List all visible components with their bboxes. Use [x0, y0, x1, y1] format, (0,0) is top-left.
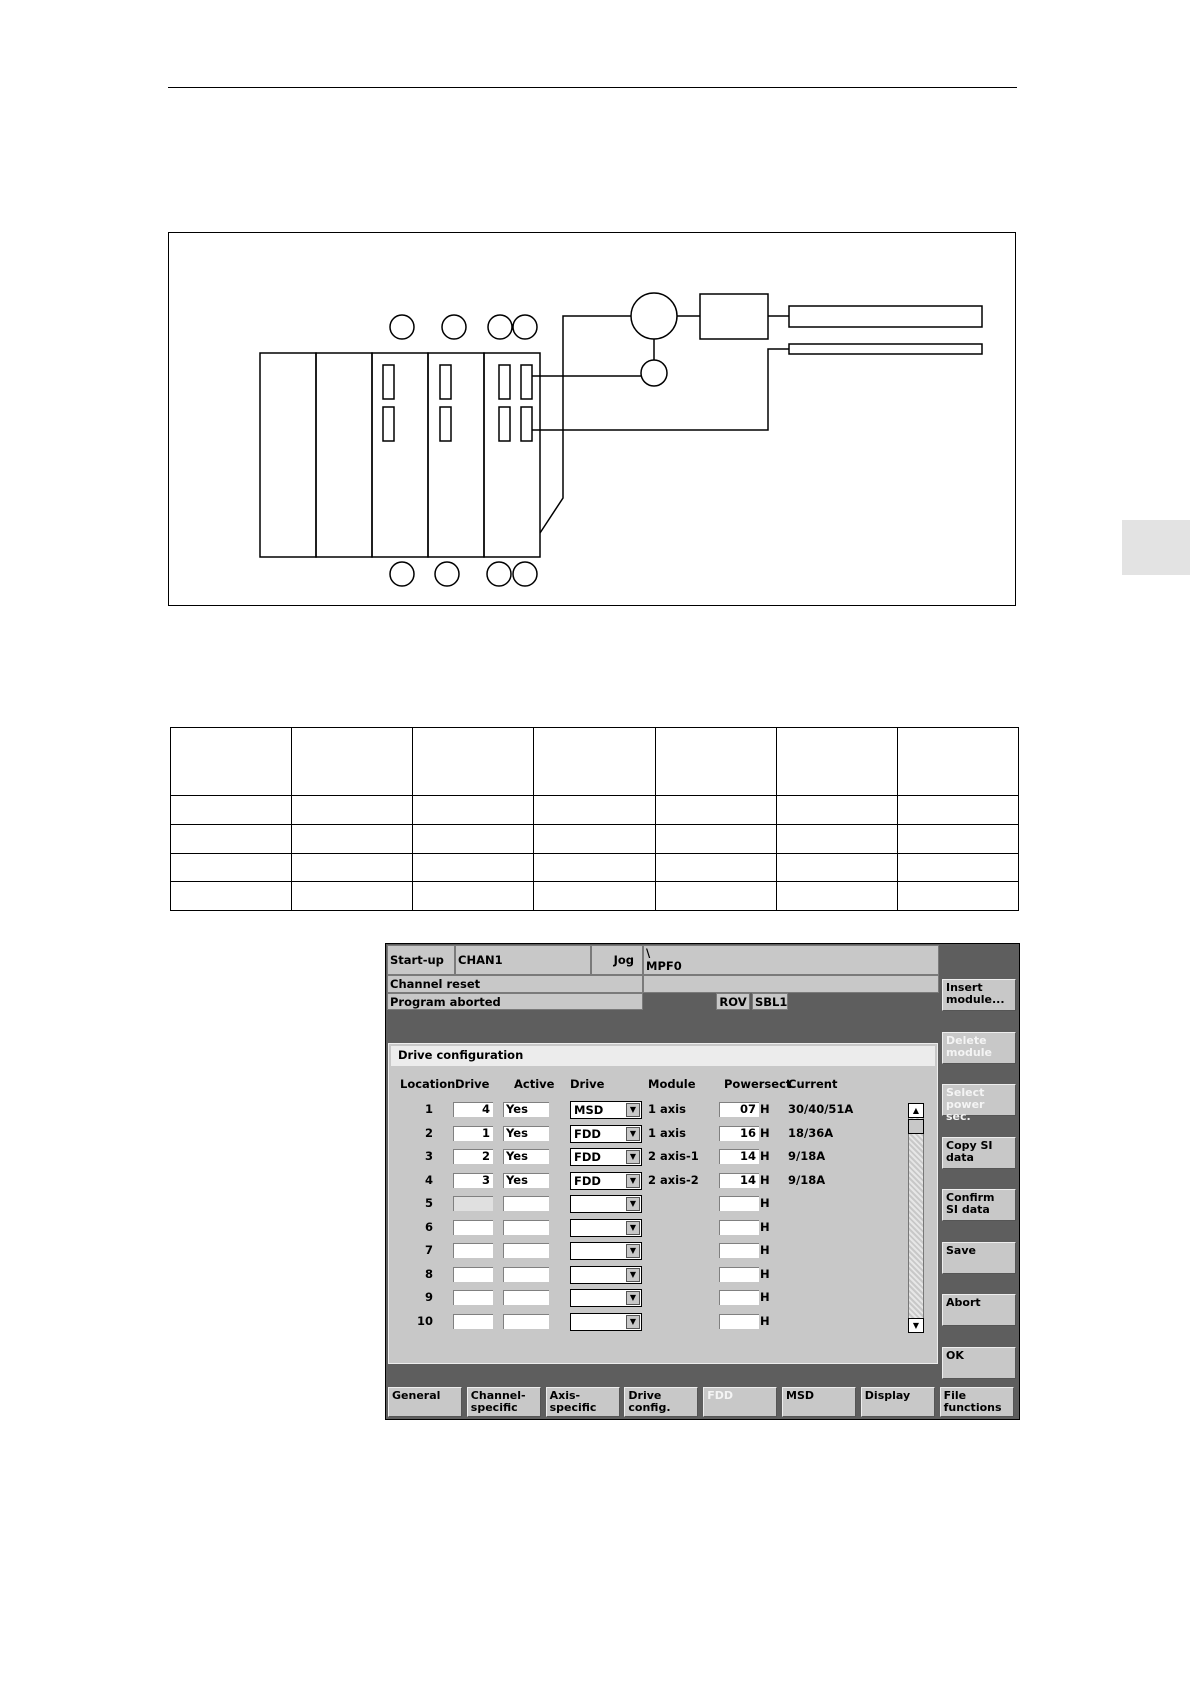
table-row	[171, 796, 1019, 825]
chevron-down-icon[interactable]: ▼	[626, 1174, 640, 1188]
hex-suffix: H	[760, 1172, 770, 1187]
program-path-field	[643, 945, 939, 975]
slot-5b-top	[521, 365, 532, 399]
powersect-input[interactable]	[719, 1220, 759, 1235]
callout-circle	[442, 315, 466, 339]
chapter-tab-marker	[1122, 520, 1190, 575]
drive-number-input[interactable]	[453, 1196, 493, 1211]
program-path-line1: \	[646, 946, 651, 960]
row-location: 4	[424, 1172, 433, 1187]
slot-3-bottom	[383, 407, 394, 441]
row-location: 2	[424, 1125, 433, 1140]
callout-circle	[390, 562, 414, 586]
active-input[interactable]	[503, 1314, 549, 1329]
chevron-down-icon[interactable]: ▼	[626, 1268, 640, 1282]
hmi-screen	[385, 943, 1020, 1420]
active-input[interactable]	[503, 1196, 549, 1211]
col-drive-type: Drive	[570, 1077, 605, 1091]
panel-title: Drive configuration	[391, 1046, 935, 1066]
softkey-horizontal-3[interactable]: Axis- specific	[546, 1387, 620, 1417]
module-value: 1 axis	[648, 1102, 686, 1116]
drive-type-value: FDD	[574, 1150, 601, 1164]
slot-3-top	[383, 365, 394, 399]
drive-number-input[interactable]: 2	[453, 1149, 493, 1164]
col-powersect: Powersect	[724, 1077, 792, 1091]
softkey-vertical-8[interactable]: OK	[942, 1347, 1016, 1379]
softkey-horizontal-2[interactable]: Channel- specific	[467, 1387, 541, 1417]
softkey-horizontal-6[interactable]: MSD	[782, 1387, 856, 1417]
softkey-vertical-4[interactable]: Copy SI data	[942, 1137, 1016, 1169]
slot-4-top	[440, 365, 451, 399]
active-input[interactable]	[503, 1220, 549, 1235]
powersect-input[interactable]: 16	[719, 1126, 759, 1141]
active-input[interactable]	[503, 1243, 549, 1258]
row-location: 1	[424, 1102, 433, 1116]
active-input[interactable]: Yes	[503, 1126, 549, 1141]
softkey-vertical-6[interactable]: Save	[942, 1242, 1016, 1274]
hex-suffix: H	[760, 1266, 770, 1281]
drive-number-input[interactable]	[453, 1314, 493, 1329]
drive-number-input[interactable]	[453, 1243, 493, 1258]
powersect-input[interactable]: 14	[719, 1149, 759, 1164]
powersect-input[interactable]	[719, 1314, 759, 1329]
status-channel-reset: Channel reset	[387, 975, 643, 993]
slot-5b-bottom	[521, 407, 532, 441]
row-location: 7	[424, 1243, 433, 1257]
active-input[interactable]: Yes	[503, 1149, 549, 1164]
module-3	[372, 353, 428, 557]
status-blank	[643, 975, 939, 993]
chevron-down-icon[interactable]: ▼	[626, 1291, 640, 1305]
powersect-input[interactable]: 07	[719, 1102, 759, 1117]
wiring-diagram-svg	[169, 233, 1017, 607]
row-location: 3	[424, 1149, 433, 1163]
scroll-down-icon[interactable]: ▼	[908, 1318, 924, 1333]
active-input[interactable]: Yes	[503, 1102, 549, 1117]
drive-type-select[interactable]	[570, 1313, 642, 1331]
scroll-up-icon[interactable]: ▲	[908, 1103, 924, 1118]
output-bar-1	[789, 306, 982, 327]
row-location: 6	[424, 1219, 433, 1234]
row-location: 10	[416, 1313, 433, 1328]
row-location: 8	[424, 1266, 433, 1281]
softkey-horizontal-8[interactable]: File functions	[940, 1387, 1014, 1417]
drive-type-select[interactable]	[570, 1172, 642, 1190]
powersect-input[interactable]	[719, 1290, 759, 1305]
active-input[interactable]	[503, 1267, 549, 1282]
hex-suffix: H	[760, 1149, 770, 1163]
chevron-down-icon[interactable]: ▼	[626, 1103, 640, 1117]
table-row	[171, 853, 1019, 882]
current-value: 9/18A	[788, 1172, 826, 1187]
powersect-input[interactable]	[719, 1196, 759, 1211]
slot-4-bottom	[440, 407, 451, 441]
powersect-input[interactable]: 14	[719, 1173, 759, 1188]
active-input[interactable]: Yes	[503, 1173, 549, 1188]
softkey-vertical-5[interactable]: Confirm SI data	[942, 1189, 1016, 1221]
vertical-scrollbar[interactable]	[908, 1103, 924, 1333]
encoder-symbol	[641, 360, 667, 386]
module-4	[428, 353, 484, 557]
hex-suffix: H	[760, 1196, 770, 1210]
callout-circle	[488, 315, 512, 339]
hex-suffix: H	[760, 1102, 770, 1116]
slot-5a-bottom	[499, 407, 510, 441]
softkey-vertical-2[interactable]: Delete module	[942, 1032, 1016, 1064]
area-field: Start-up	[387, 945, 455, 975]
module-1	[260, 353, 316, 557]
current-value: 30/40/51A	[788, 1102, 854, 1116]
drive-type-select[interactable]	[570, 1195, 642, 1213]
module-value: 2 axis-2	[648, 1172, 699, 1187]
drive-type-value: FDD	[574, 1173, 601, 1188]
drive-type-value: FDD	[574, 1126, 601, 1141]
mode-field: Jog	[591, 945, 643, 975]
col-location: Location	[400, 1077, 456, 1091]
hex-suffix: H	[760, 1243, 770, 1257]
status-program-aborted: Program aborted	[387, 993, 643, 1010]
channel-field: CHAN1	[455, 945, 591, 975]
hex-suffix: H	[760, 1219, 770, 1234]
hex-suffix: H	[760, 1313, 770, 1328]
powersect-input[interactable]	[719, 1267, 759, 1282]
col-current: Current	[788, 1077, 838, 1091]
drive-number-input[interactable]	[453, 1267, 493, 1282]
program-path-line2: MPF0	[646, 959, 682, 973]
drive-type-value: MSD	[574, 1103, 604, 1117]
hex-suffix: H	[760, 1125, 770, 1140]
load-box	[700, 294, 768, 339]
softkey-horizontal-4[interactable]: Drive config.	[624, 1387, 698, 1417]
softkey-horizontal-1[interactable]: General	[388, 1387, 462, 1417]
row-location: 5	[424, 1196, 433, 1210]
table-row	[171, 882, 1019, 911]
sbl-indicator: SBL1	[752, 993, 788, 1010]
drive-number-input[interactable]: 1	[453, 1126, 493, 1141]
drive-type-select[interactable]	[570, 1101, 642, 1119]
callout-circle	[513, 315, 537, 339]
drive-type-select[interactable]	[570, 1148, 642, 1166]
chevron-down-icon[interactable]: ▼	[626, 1127, 640, 1141]
softkey-vertical-1[interactable]: Insert module...	[942, 979, 1016, 1011]
callout-circle	[390, 315, 414, 339]
empty-table	[170, 727, 1019, 911]
col-active: Active	[514, 1077, 555, 1091]
chevron-down-icon[interactable]: ▼	[626, 1221, 640, 1235]
callout-circle	[487, 562, 511, 586]
chevron-down-icon[interactable]: ▼	[626, 1244, 640, 1258]
drive-number-input[interactable]: 4	[453, 1102, 493, 1117]
col-module: Module	[648, 1077, 696, 1091]
drive-type-select[interactable]	[570, 1219, 642, 1237]
current-value: 9/18A	[788, 1149, 826, 1163]
motor-symbol	[631, 293, 677, 339]
table-row	[171, 824, 1019, 853]
drive-number-input[interactable]	[453, 1290, 493, 1305]
module-2	[316, 353, 372, 557]
drive-type-select[interactable]	[570, 1242, 642, 1260]
drive-wiring-diagram	[168, 232, 1016, 606]
drive-type-select[interactable]	[570, 1289, 642, 1307]
softkey-vertical-7[interactable]: Abort	[942, 1294, 1016, 1326]
hex-suffix: H	[760, 1290, 770, 1304]
drive-type-select[interactable]	[570, 1125, 642, 1143]
chevron-down-icon[interactable]: ▼	[626, 1315, 640, 1329]
module-value: 1 axis	[648, 1125, 686, 1140]
table-header-row	[171, 728, 1019, 796]
scroll-thumb[interactable]	[908, 1119, 924, 1134]
powersect-input[interactable]	[719, 1243, 759, 1258]
softkey-vertical-3[interactable]: Select power sec.	[942, 1084, 1016, 1116]
active-input[interactable]	[503, 1290, 549, 1305]
drive-number-input[interactable]	[453, 1220, 493, 1235]
header-rule	[168, 87, 1017, 88]
drive-type-select[interactable]	[570, 1266, 642, 1284]
callout-circle	[435, 562, 459, 586]
softkey-horizontal-7[interactable]: Display	[861, 1387, 935, 1417]
softkey-horizontal-5[interactable]: FDD	[703, 1387, 777, 1417]
output-bar-2	[789, 344, 982, 354]
module-value: 2 axis-1	[648, 1149, 699, 1163]
col-drive: Drive	[455, 1077, 490, 1091]
drive-configuration-panel	[388, 1043, 938, 1364]
row-location: 9	[424, 1290, 433, 1304]
callout-circle	[513, 562, 537, 586]
current-value: 18/36A	[788, 1125, 834, 1140]
chevron-down-icon[interactable]: ▼	[626, 1197, 640, 1211]
drive-number-input[interactable]: 3	[453, 1173, 493, 1188]
chevron-down-icon[interactable]: ▼	[626, 1150, 640, 1164]
slot-5a-top	[499, 365, 510, 399]
rov-indicator: ROV	[716, 993, 750, 1010]
